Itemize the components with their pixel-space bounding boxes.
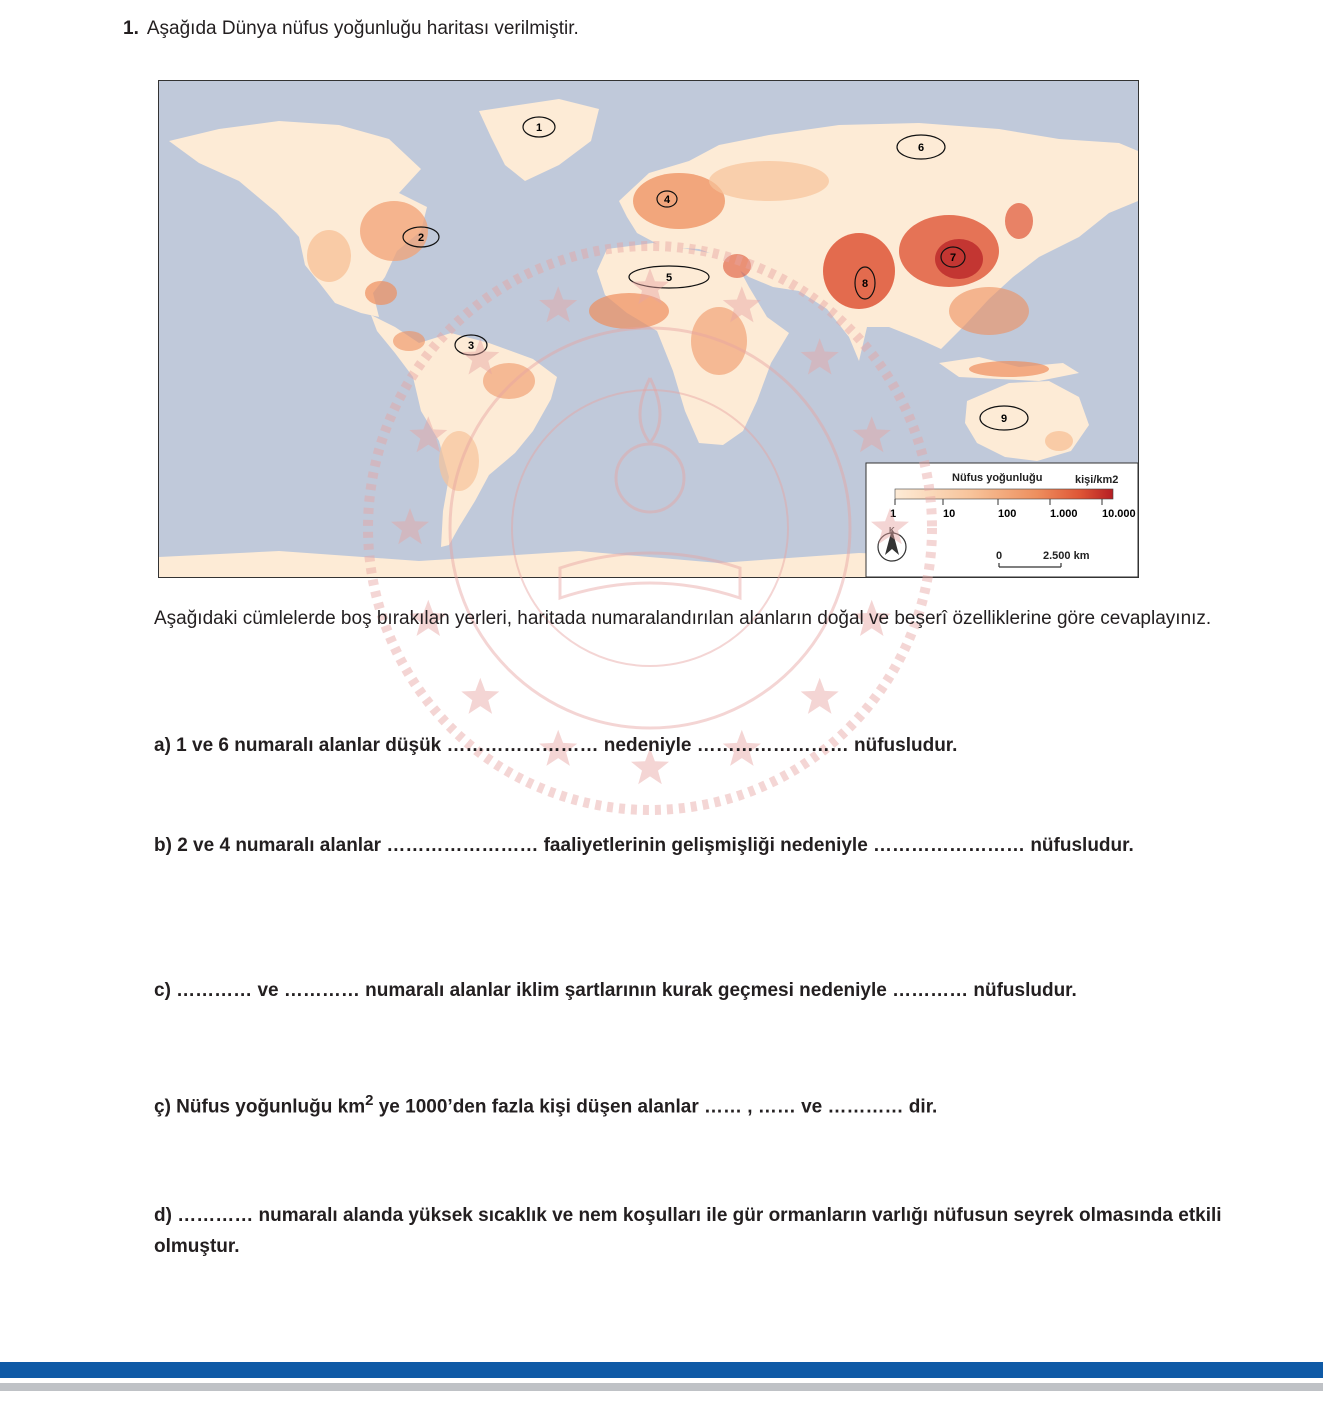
region-label: 4 bbox=[663, 194, 671, 206]
legend-tick-label: 100 bbox=[998, 508, 1017, 520]
region-label: 8 bbox=[861, 278, 869, 290]
question-number: 1. bbox=[123, 18, 139, 39]
item-c-cedilla bbox=[154, 1085, 1224, 1122]
question-text: Aşağıda Dünya nüfus yoğunluğu haritası verilmiştir. bbox=[146, 18, 579, 39]
item-d: d) ………… numaralı alanda yüksek sıcaklık ve nem koşulları ile gür ormanların varlığı nüfusun seyrek olmasında etkili olmuştur. bbox=[154, 1205, 1222, 1257]
legend-tick-label: 1.000 bbox=[1050, 508, 1078, 520]
region-label: 5 bbox=[665, 272, 673, 284]
region-label: 9 bbox=[1000, 413, 1008, 425]
item-b: b) 2 ve 4 numaralı alanlar …………………… faaliyetlerinin gelişmişliği nedeniyle …………………… nüfusludur. bbox=[154, 835, 1134, 856]
region-label: 7 bbox=[949, 252, 957, 264]
question-heading bbox=[123, 18, 579, 40]
compass-letter: K bbox=[889, 526, 895, 535]
scale-start: 0 bbox=[996, 550, 1003, 562]
watermark-star-icon bbox=[801, 678, 839, 714]
footer-blue-band bbox=[0, 1362, 1323, 1378]
map-svg bbox=[159, 81, 1138, 577]
instructions-text: Aşağıdaki cümlelerde boş bırakılan yerleri, haritada numaralandırılan alanların doğal ve beşerî özelliklerine göre cevaplayınız. bbox=[154, 608, 1212, 629]
item-c: c) ………… ve ………… numaralı alanlar iklim şartlarının kurak geçmesi nedeniyle ………… nüfusludur. bbox=[154, 980, 1077, 1001]
footer-grey-band bbox=[0, 1383, 1323, 1391]
legend-tick-label: 1 bbox=[890, 508, 897, 520]
legend-tick-label: 10 bbox=[943, 508, 956, 520]
region-label: 1 bbox=[535, 122, 543, 134]
legend-title: Nüfus yoğunluğu bbox=[952, 472, 1043, 484]
region-label: 6 bbox=[917, 142, 925, 154]
watermark-star-icon bbox=[461, 678, 499, 714]
legend-gradient-bar bbox=[895, 489, 1113, 499]
scale-end: 2.500 km bbox=[1043, 550, 1090, 562]
region-label: 3 bbox=[467, 340, 475, 352]
region-label: 2 bbox=[417, 232, 425, 244]
superscript-two: 2 bbox=[365, 1092, 374, 1109]
world-density-map bbox=[158, 80, 1139, 578]
item-c-cedilla-after: ye 1000’den fazla kişi düşen alanlar …… , …… ve ………… dir. bbox=[373, 1096, 938, 1118]
legend-unit: kişi/km2 bbox=[1075, 474, 1119, 486]
legend-tick-label: 10.000 bbox=[1102, 508, 1136, 520]
item-c-cedilla-before: ç) Nüfus yoğunluğu km bbox=[154, 1096, 366, 1118]
map-legend bbox=[866, 463, 1138, 577]
item-a: a) 1 ve 6 numaralı alanlar düşük …………………… nedeniyle …………………… nüfusludur. bbox=[154, 735, 958, 756]
